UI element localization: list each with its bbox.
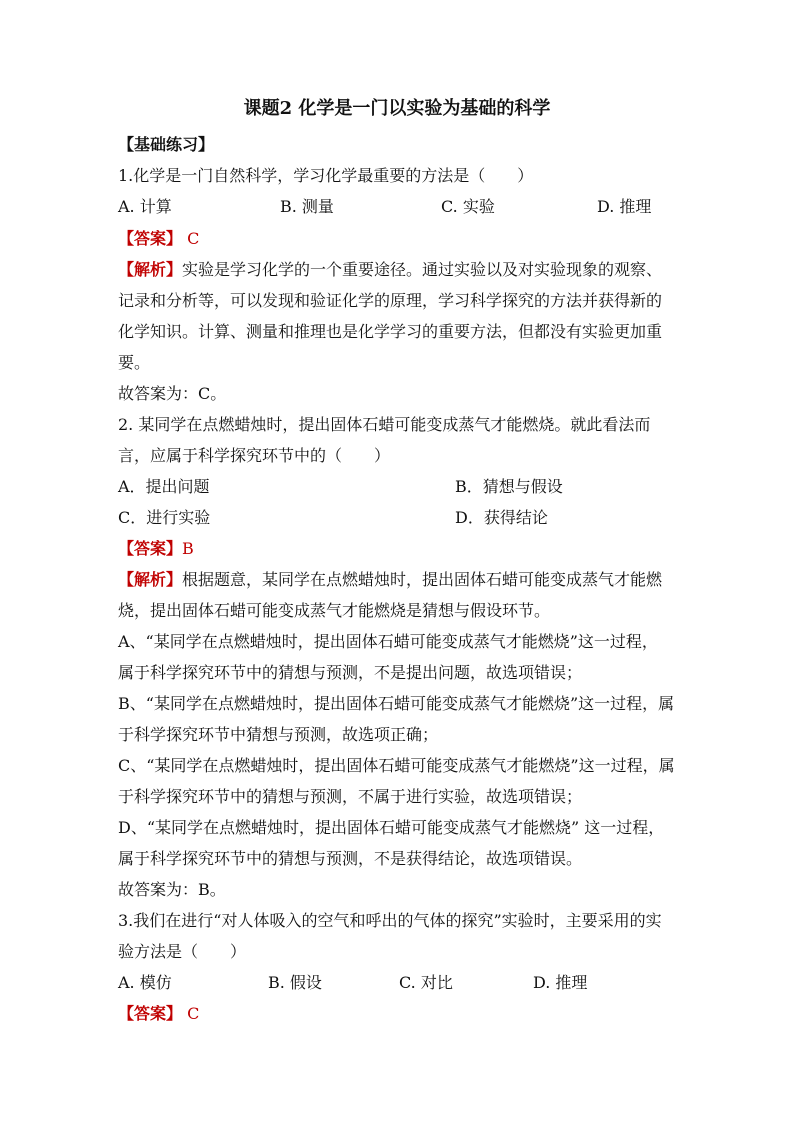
q1-option-b: B. 测量: [280, 197, 334, 216]
q2-analysis-9: 属于科学探究环节中的猜想与预测，不是获得结论，故选项错误。: [118, 849, 583, 868]
q1-analysis-2: 化学知识。计算、测量和推理也是化学学习的重要方法，但都没有实验更加重: [118, 322, 663, 341]
q2-option-c: C．进行实验: [118, 508, 211, 527]
analysis-tag: 【解析】: [118, 570, 183, 589]
q1-answer: C: [182, 229, 200, 248]
q2-answer: B: [182, 539, 194, 558]
q2-conclusion: 故答案为：B。: [118, 880, 226, 899]
q3-stem-0: 3.我们在进行“对人体吸入的空气和呼出的气体的探究”实验时，主要采用的实: [118, 911, 662, 930]
q2-stem-0: 2. 某同学在点燃蜡烛时，提出固体石蜡可能变成蒸气才能燃烧。就此看法而: [118, 415, 651, 434]
q3-answer: C: [182, 1004, 200, 1023]
q2-analysis-4: B、“某同学在点燃蜡烛时，提出固体石蜡可能变成蒸气才能燃烧”这一过程，属: [118, 694, 675, 713]
q2-analysis-8: D、“某同学在点燃蜡烛时，提出固体石蜡可能变成蒸气才能燃烧” 这一过程，: [118, 818, 665, 837]
q1-conclusion: 故答案为：C。: [118, 384, 227, 403]
q3-answer-line: [118, 1004, 199, 1024]
q2-option-d: D．获得结论: [455, 508, 548, 527]
q1-analysis-line: [118, 260, 662, 280]
q3-option-c: C. 对比: [399, 973, 453, 992]
page-title: 课题2 化学是一门以实验为基础的科学: [243, 98, 551, 119]
q1-answer-line: [118, 229, 199, 249]
section-heading: 【基础练习】: [118, 135, 215, 154]
q2-option-b: B．猜想与假设: [455, 477, 563, 496]
q2-analysis-line: [118, 570, 662, 590]
q3-option-d: D. 推理: [533, 973, 588, 992]
q2-analysis-3: 属于科学探究环节中的猜想与预测，不是提出问题，故选项错误；: [118, 663, 583, 682]
q2-analysis-5: 于科学探究环节中猜想与预测，故选项正确；: [118, 725, 439, 744]
answer-tag: 【答案】: [118, 539, 183, 558]
q1-option-d: D. 推理: [597, 197, 652, 216]
q2-analysis-7: 于科学探究环节中的猜想与预测，不属于进行实验，故选项错误；: [118, 787, 583, 806]
q1-option-c: C. 实验: [441, 197, 495, 216]
answer-tag: 【答案】: [118, 229, 183, 248]
q2-stem-1: 言，应属于科学探究环节中的（ ）: [118, 446, 391, 465]
q3-stem-1: 验方法是（ ）: [118, 942, 247, 961]
q1-analysis-0: 实验是学习化学的一个重要途径。通过实验以及对实验现象的观察、: [182, 260, 663, 279]
q1-analysis-3: 要。: [118, 353, 151, 372]
analysis-tag: 【解析】: [118, 260, 183, 279]
q2-analysis-2: A、“某同学在点燃蜡烛时，提出固体石蜡可能变成蒸气才能燃烧”这一过程，: [118, 632, 658, 651]
q1-stem: 1.化学是一门自然科学，学习化学最重要的方法是（ ）: [118, 166, 534, 185]
q2-analysis-6: C、“某同学在点燃蜡烛时，提出固体石蜡可能变成蒸气才能燃烧”这一过程，属: [118, 756, 675, 775]
q2-analysis-1: 烧，提出固体石蜡可能变成蒸气才能燃烧是猜想与假设环节。: [118, 601, 551, 620]
q3-option-b: B. 假设: [268, 973, 322, 992]
q1-option-a: A. 计算: [118, 197, 172, 216]
q2-answer-line: [118, 539, 194, 559]
q2-option-a: A．提出问题: [118, 477, 210, 496]
q1-analysis-1: 记录和分析等，可以发现和验证化学的原理，学习科学探究的方法并获得新的: [118, 291, 663, 310]
answer-tag: 【答案】: [118, 1004, 183, 1023]
q3-option-a: A. 模仿: [118, 973, 172, 992]
q2-analysis-0: 根据题意，某同学在点燃蜡烛时，提出固体石蜡可能变成蒸气才能燃: [182, 570, 663, 589]
